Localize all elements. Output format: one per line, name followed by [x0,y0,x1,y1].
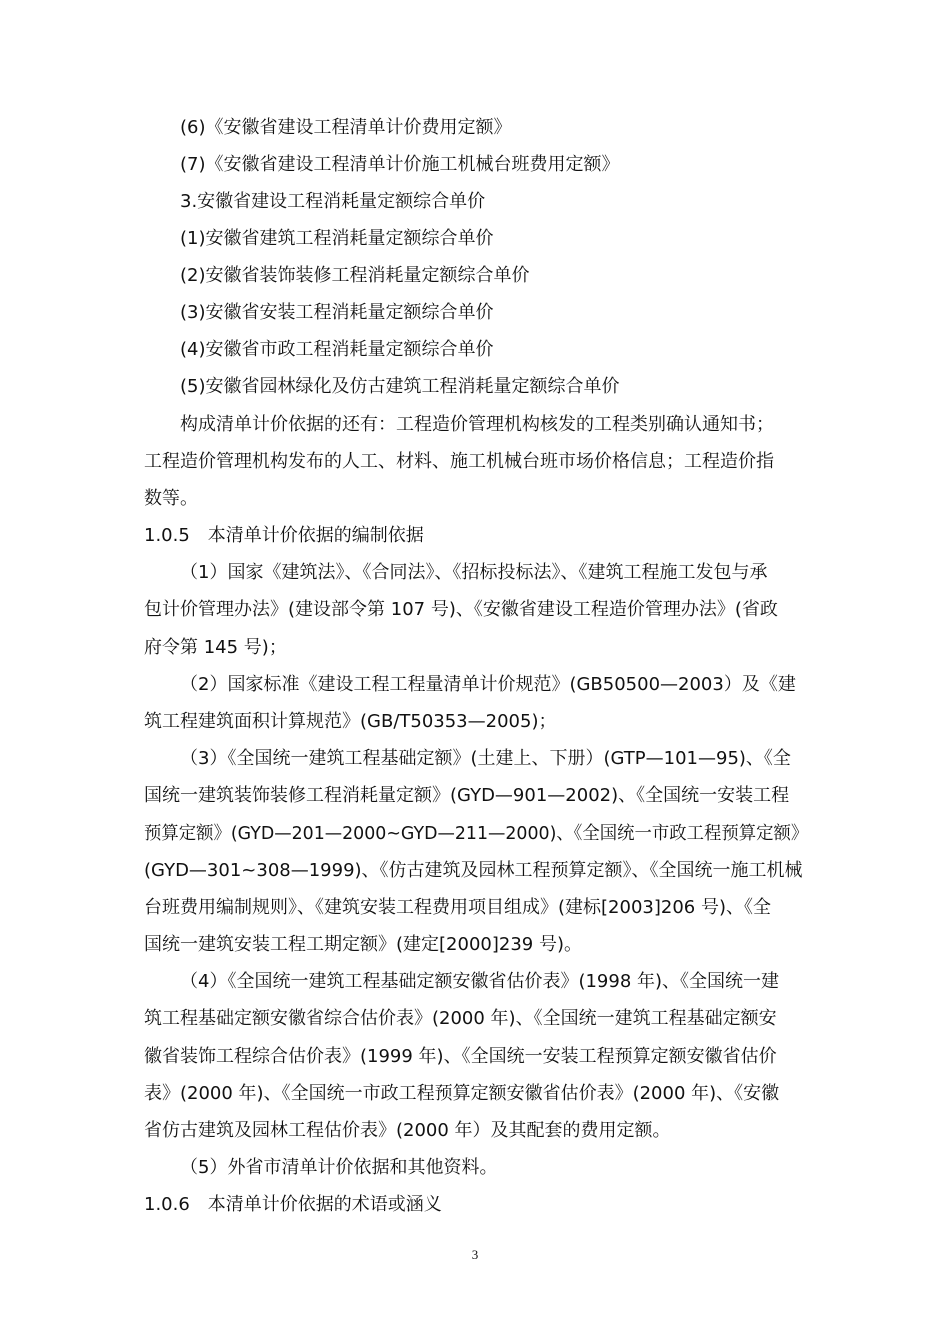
paragraph-line: 台班费用编制规则》、《建筑安装工程费用项目组成》(建标[2003]206 号)、《全 [144,897,771,918]
paragraph-line: （2）国家标准《建设工程工程量清单计价规范》(GB50500—2003）及《建 [180,674,796,695]
paragraph-line: 府令第 145 号)； [144,637,287,658]
list-item: (4)安徽省市政工程消耗量定额综合单价 [180,339,494,360]
section-heading: 3.安徽省建设工程消耗量定额综合单价 [180,191,486,212]
paragraph-line: 国统一建筑安装工程工期定额》(建定[2000]239 号)。 [144,934,582,955]
paragraph-line: 筑工程建筑面积计算规范》(GB/T50353—2005)； [144,711,557,732]
paragraph-line: 徽省装饰工程综合估价表》(1999 年)、《全国统一安装工程预算定额安徽省估价 [144,1046,777,1067]
paragraph-line: 表》(2000 年)、《全国统一市政工程预算定额安徽省估价表》(2000 年)、《安徽 [144,1083,780,1104]
paragraph-line: 筑工程基础定额安徽省综合估价表》(2000 年)、《全国统一建筑工程基础定额安 [144,1008,777,1029]
section-heading: 1.0.5 本清单计价依据的编制依据 [144,525,424,546]
paragraph-line: 工程造价管理机构发布的人工、材料、施工机械台班市场价格信息；工程造价指 [144,451,774,472]
paragraph-line: （3）《全国统一建筑工程基础定额》(土建上、下册）(GTP—101—95)、《全 [180,748,791,769]
page-number: 3 [471,1247,479,1262]
paragraph-line: 数等。 [144,488,198,509]
paragraph-line: 构成清单计价依据的还有：工程造价管理机构核发的工程类别确认通知书； [180,414,774,435]
paragraph-line: （1）国家《建筑法》、《合同法》、《招标投标法》、《建筑工程施工发包与承 [180,562,768,583]
list-item: (1)安徽省建筑工程消耗量定额综合单价 [180,228,494,249]
list-item: (5)安徽省园林绿化及仿古建筑工程消耗量定额综合单价 [180,376,620,397]
paragraph-line: （4）《全国统一建筑工程基础定额安徽省估价表》(1998 年)、《全国统一建 [180,971,780,992]
paragraph-line: 省仿古建筑及园林工程估价表》(2000 年）及其配套的费用定额。 [144,1120,671,1141]
paragraph-line: 预算定额》(GYD—201—2000~GYD—211—2000)、《全国统一市政工程预算定额》 [144,823,809,844]
list-item: (6)《安徽省建设工程清单计价费用定额》 [180,117,512,138]
list-item: (7)《安徽省建设工程清单计价施工机械台班费用定额》 [180,154,620,175]
paragraph-line: 国统一建筑装饰装修工程消耗量定额》(GYD—901—2002)、《全国统一安装工程 [144,785,790,806]
list-item: (3)安徽省安装工程消耗量定额综合单价 [180,302,494,323]
paragraph-line: (GYD—301~308—1999)、《仿古建筑及园林工程预算定额》、《全国统一施工机械 [144,860,803,881]
paragraph-line: 包计价管理办法》(建设部令第 107 号)、《安徽省建设工程造价管理办法》(省政 [144,599,778,620]
section-heading: 1.0.6 本清单计价依据的术语或涵义 [144,1194,442,1215]
list-item: (2)安徽省装饰装修工程消耗量定额综合单价 [180,265,530,286]
paragraph-line: （5）外省市清单计价依据和其他资料。 [180,1157,498,1178]
